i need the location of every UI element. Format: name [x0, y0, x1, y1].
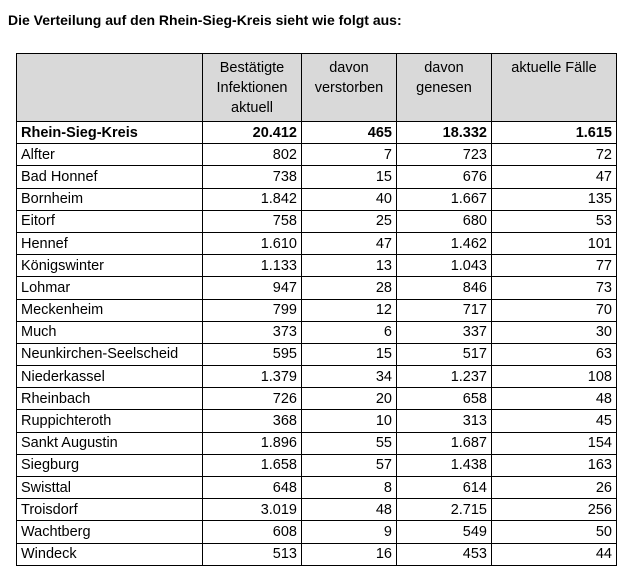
- municipality-name: Bad Honnef: [17, 166, 203, 188]
- recovered-cell: 846: [397, 277, 492, 299]
- header-active: aktuelle Fälle: [492, 54, 617, 122]
- active-cell: 50: [492, 521, 617, 543]
- table-row: [17, 366, 617, 388]
- header-municipality: [17, 54, 203, 122]
- table-row: [17, 477, 617, 499]
- confirmed-cell: 802: [203, 144, 302, 166]
- deceased-cell: 20: [302, 388, 397, 410]
- active-cell: 45: [492, 410, 617, 432]
- municipality-name: Bornheim: [17, 188, 203, 210]
- confirmed-cell: 1.842: [203, 188, 302, 210]
- total-row: [17, 122, 617, 144]
- table-row: [17, 410, 617, 432]
- table-row: [17, 499, 617, 521]
- recovered-cell: 1.438: [397, 454, 492, 476]
- municipality-name: Neunkirchen-Seelscheid: [17, 343, 203, 365]
- deceased-cell: 9: [302, 521, 397, 543]
- active-cell: 256: [492, 499, 617, 521]
- confirmed-cell: 1.896: [203, 432, 302, 454]
- active-cell: 108: [492, 366, 617, 388]
- recovered-cell: 337: [397, 321, 492, 343]
- confirmed-cell: 738: [203, 166, 302, 188]
- confirmed-cell: 368: [203, 410, 302, 432]
- table-row: [17, 454, 617, 476]
- confirmed-cell: 513: [203, 543, 302, 565]
- municipality-name: Lohmar: [17, 277, 203, 299]
- municipality-name: Much: [17, 321, 203, 343]
- recovered-cell: 1.237: [397, 366, 492, 388]
- recovered-cell: 717: [397, 299, 492, 321]
- recovered-cell: 614: [397, 477, 492, 499]
- covid-distribution-table: [16, 53, 617, 566]
- recovered-cell: 517: [397, 343, 492, 365]
- deceased-cell: 15: [302, 343, 397, 365]
- recovered-cell: 723: [397, 144, 492, 166]
- active-cell: 163: [492, 454, 617, 476]
- active-cell: 73: [492, 277, 617, 299]
- municipality-name: Windeck: [17, 543, 203, 565]
- table-row: [17, 210, 617, 232]
- deceased-cell: 16: [302, 543, 397, 565]
- deceased-cell: 7: [302, 144, 397, 166]
- recovered-cell: 453: [397, 543, 492, 565]
- table-row: [17, 521, 617, 543]
- confirmed-cell: 1.379: [203, 366, 302, 388]
- confirmed-cell: 595: [203, 343, 302, 365]
- confirmed-cell: 758: [203, 210, 302, 232]
- recovered-cell: 1.462: [397, 232, 492, 254]
- recovered-cell: 313: [397, 410, 492, 432]
- deceased-cell: 28: [302, 277, 397, 299]
- total-deceased: 465: [302, 122, 397, 144]
- deceased-cell: 47: [302, 232, 397, 254]
- confirmed-cell: 648: [203, 477, 302, 499]
- table-row: [17, 299, 617, 321]
- recovered-cell: 1.667: [397, 188, 492, 210]
- deceased-cell: 10: [302, 410, 397, 432]
- deceased-cell: 15: [302, 166, 397, 188]
- header-deceased: davon verstorben: [302, 54, 397, 122]
- table-row: [17, 543, 617, 565]
- deceased-cell: 6: [302, 321, 397, 343]
- confirmed-cell: 947: [203, 277, 302, 299]
- active-cell: 44: [492, 543, 617, 565]
- active-cell: 101: [492, 232, 617, 254]
- municipality-name: Troisdorf: [17, 499, 203, 521]
- municipality-name: Eitorf: [17, 210, 203, 232]
- table-row: [17, 277, 617, 299]
- municipality-name: Siegburg: [17, 454, 203, 476]
- municipality-name: Wachtberg: [17, 521, 203, 543]
- confirmed-cell: 3.019: [203, 499, 302, 521]
- active-cell: 63: [492, 343, 617, 365]
- total-confirmed: 20.412: [203, 122, 302, 144]
- table-row: [17, 255, 617, 277]
- deceased-cell: 8: [302, 477, 397, 499]
- table-row: [17, 388, 617, 410]
- deceased-cell: 55: [302, 432, 397, 454]
- table-row: [17, 188, 617, 210]
- confirmed-cell: 1.658: [203, 454, 302, 476]
- confirmed-cell: 799: [203, 299, 302, 321]
- header-confirmed: Bestätigte Infektionen aktuell: [203, 54, 302, 122]
- confirmed-cell: 1.133: [203, 255, 302, 277]
- active-cell: 26: [492, 477, 617, 499]
- confirmed-cell: 726: [203, 388, 302, 410]
- table-row: [17, 321, 617, 343]
- table-header-row: [17, 54, 617, 122]
- active-cell: 70: [492, 299, 617, 321]
- page-heading: Die Verteilung auf den Rhein-Sieg-Kreis sieht wie folgt aus:: [8, 12, 402, 28]
- confirmed-cell: 608: [203, 521, 302, 543]
- municipality-name: Swisttal: [17, 477, 203, 499]
- recovered-cell: 549: [397, 521, 492, 543]
- municipality-name: Alfter: [17, 144, 203, 166]
- deceased-cell: 57: [302, 454, 397, 476]
- total-recovered: 18.332: [397, 122, 492, 144]
- recovered-cell: 676: [397, 166, 492, 188]
- recovered-cell: 680: [397, 210, 492, 232]
- table-row: [17, 343, 617, 365]
- confirmed-cell: 373: [203, 321, 302, 343]
- municipality-name: Meckenheim: [17, 299, 203, 321]
- total-name: Rhein-Sieg-Kreis: [17, 122, 203, 144]
- municipality-name: Niederkassel: [17, 366, 203, 388]
- table-row: [17, 144, 617, 166]
- table-row: [17, 166, 617, 188]
- table-row: [17, 232, 617, 254]
- deceased-cell: 40: [302, 188, 397, 210]
- active-cell: 72: [492, 144, 617, 166]
- deceased-cell: 48: [302, 499, 397, 521]
- confirmed-cell: 1.610: [203, 232, 302, 254]
- municipality-name: Ruppichteroth: [17, 410, 203, 432]
- recovered-cell: 1.687: [397, 432, 492, 454]
- active-cell: 154: [492, 432, 617, 454]
- recovered-cell: 2.715: [397, 499, 492, 521]
- active-cell: 30: [492, 321, 617, 343]
- active-cell: 77: [492, 255, 617, 277]
- active-cell: 48: [492, 388, 617, 410]
- deceased-cell: 25: [302, 210, 397, 232]
- active-cell: 47: [492, 166, 617, 188]
- deceased-cell: 13: [302, 255, 397, 277]
- recovered-cell: 1.043: [397, 255, 492, 277]
- municipality-name: Königswinter: [17, 255, 203, 277]
- active-cell: 53: [492, 210, 617, 232]
- recovered-cell: 658: [397, 388, 492, 410]
- table-row: [17, 432, 617, 454]
- active-cell: 135: [492, 188, 617, 210]
- header-recovered: davon genesen: [397, 54, 492, 122]
- municipality-name: Hennef: [17, 232, 203, 254]
- total-active: 1.615: [492, 122, 617, 144]
- municipality-name: Rheinbach: [17, 388, 203, 410]
- municipality-name: Sankt Augustin: [17, 432, 203, 454]
- deceased-cell: 34: [302, 366, 397, 388]
- deceased-cell: 12: [302, 299, 397, 321]
